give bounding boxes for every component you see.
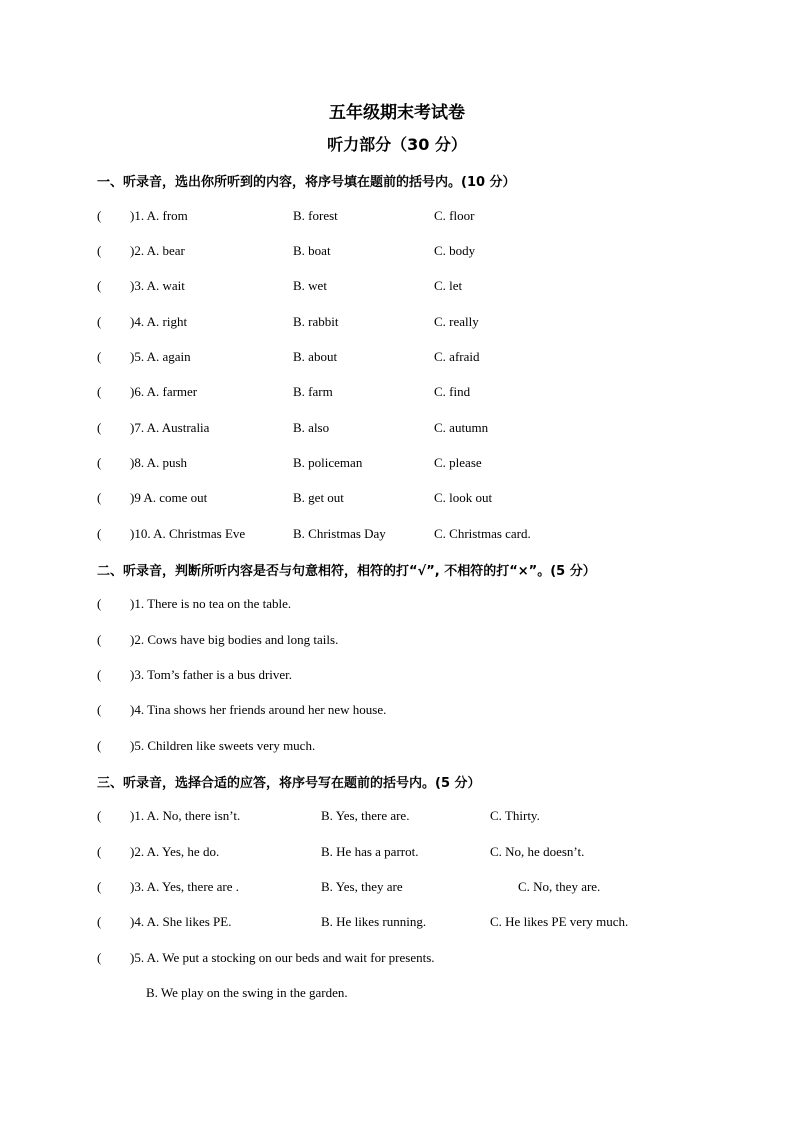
question-3-option-a: )3. A. wait	[130, 278, 185, 293]
question-5-option-a: )5. A. again	[130, 349, 191, 364]
question-7-option-a: )7. A. Australia	[130, 420, 210, 435]
question-10-option-c: C. Christmas card.	[434, 526, 531, 541]
response-3-option-c: C. No, they are.	[518, 879, 601, 894]
question-8-option-a: )8. A. push	[130, 455, 188, 470]
response-3-option-b: B. Yes, they are	[321, 879, 403, 894]
question-1-option-b: B. forest	[293, 208, 338, 223]
response-5-option-b: B. We play on the swing in the garden.	[146, 985, 348, 1000]
answer-bracket: (	[97, 208, 102, 223]
question-5-option-c: C. afraid	[434, 349, 480, 364]
statement-2: )2. Cows have big bodies and long tails.	[130, 632, 339, 647]
question-9-option-a: )9 A. come out	[130, 490, 208, 505]
response-2-option-b: B. He has a parrot.	[321, 844, 419, 859]
answer-bracket: (	[97, 667, 102, 682]
answer-bracket: (	[97, 490, 102, 505]
answer-bracket: (	[97, 879, 102, 894]
response-2-option-a: )2. A. Yes, he do.	[130, 844, 220, 859]
answer-bracket: (	[97, 738, 102, 753]
statement-5: )5. Children like sweets very much.	[130, 738, 316, 753]
question-10-option-a: )10. A. Christmas Eve	[130, 526, 246, 541]
question-3-option-c: C. let	[434, 278, 463, 293]
answer-bracket: (	[97, 349, 102, 364]
response-3-option-a: )3. A. Yes, there are .	[130, 879, 240, 894]
question-1-option-a: )1. A. from	[130, 208, 188, 223]
question-4-option-b: B. rabbit	[293, 314, 339, 329]
answer-bracket: (	[97, 278, 102, 293]
response-5-option-a: )5. A. We put a stocking on our beds and wait for presents.	[130, 950, 435, 965]
question-10-option-b: B. Christmas Day	[293, 526, 386, 541]
section3-heading: 三、听录音，选择合适的应答，将序号写在题前的括号内。(5 分）	[97, 776, 481, 791]
response-4-option-b: B. He likes running.	[321, 914, 427, 929]
response-4-option-a: )4. A. She likes PE.	[130, 914, 232, 929]
question-8-option-b: B. policeman	[293, 455, 363, 470]
question-6-option-c: C. find	[434, 384, 471, 399]
page-subtitle: 听力部分（30 分）	[327, 135, 467, 154]
statement-4: )4. Tina shows her friends around her new house.	[130, 702, 387, 717]
answer-bracket: (	[97, 950, 102, 965]
response-1-option-c: C. Thirty.	[490, 808, 540, 823]
page-title: 五年级期末考试卷	[329, 103, 465, 123]
question-4-option-c: C. really	[434, 314, 479, 329]
answer-bracket: (	[97, 702, 102, 717]
question-3-option-b: B. wet	[293, 278, 327, 293]
response-1-option-b: B. Yes, there are.	[321, 808, 410, 823]
question-2-option-a: )2. A. bear	[130, 243, 185, 258]
question-4-option-a: )4. A. right	[130, 314, 188, 329]
response-1-option-a: )1. A. No, there isn’t.	[130, 808, 241, 823]
answer-bracket: (	[97, 526, 102, 541]
answer-bracket: (	[97, 455, 102, 470]
answer-bracket: (	[97, 420, 102, 435]
answer-bracket: (	[97, 243, 102, 258]
answer-bracket: (	[97, 914, 102, 929]
question-9-option-c: C. look out	[434, 490, 493, 505]
question-8-option-c: C. please	[434, 455, 482, 470]
question-9-option-b: B. get out	[293, 490, 344, 505]
answer-bracket: (	[97, 596, 102, 611]
question-6-option-a: )6. A. farmer	[130, 384, 198, 399]
response-2-option-c: C. No, he doesn’t.	[490, 844, 585, 859]
question-2-option-c: C. body	[434, 243, 476, 258]
question-7-option-c: C. autumn	[434, 420, 489, 435]
statement-3: )3. Tom’s father is a bus driver.	[130, 667, 293, 682]
answer-bracket: (	[97, 314, 102, 329]
response-4-option-c: C. He likes PE very much.	[490, 914, 629, 929]
question-5-option-b: B. about	[293, 349, 338, 364]
answer-bracket: (	[97, 632, 102, 647]
question-7-option-b: B. also	[293, 420, 330, 435]
question-1-option-c: C. floor	[434, 208, 475, 223]
question-6-option-b: B. farm	[293, 384, 333, 399]
answer-bracket: (	[97, 844, 102, 859]
answer-bracket: (	[97, 384, 102, 399]
section1-heading: 一、听录音，选出你所听到的内容，将序号填在题前的括号内。(10 分）	[97, 175, 516, 190]
answer-bracket: (	[97, 808, 102, 823]
question-2-option-b: B. boat	[293, 243, 331, 258]
section2-heading: 二、听录音，判断所听内容是否与句意相符，相符的打“√”, 不相符的打“×”。(5 分）	[97, 564, 596, 579]
statement-1: )1. There is no tea on the table.	[130, 596, 292, 611]
